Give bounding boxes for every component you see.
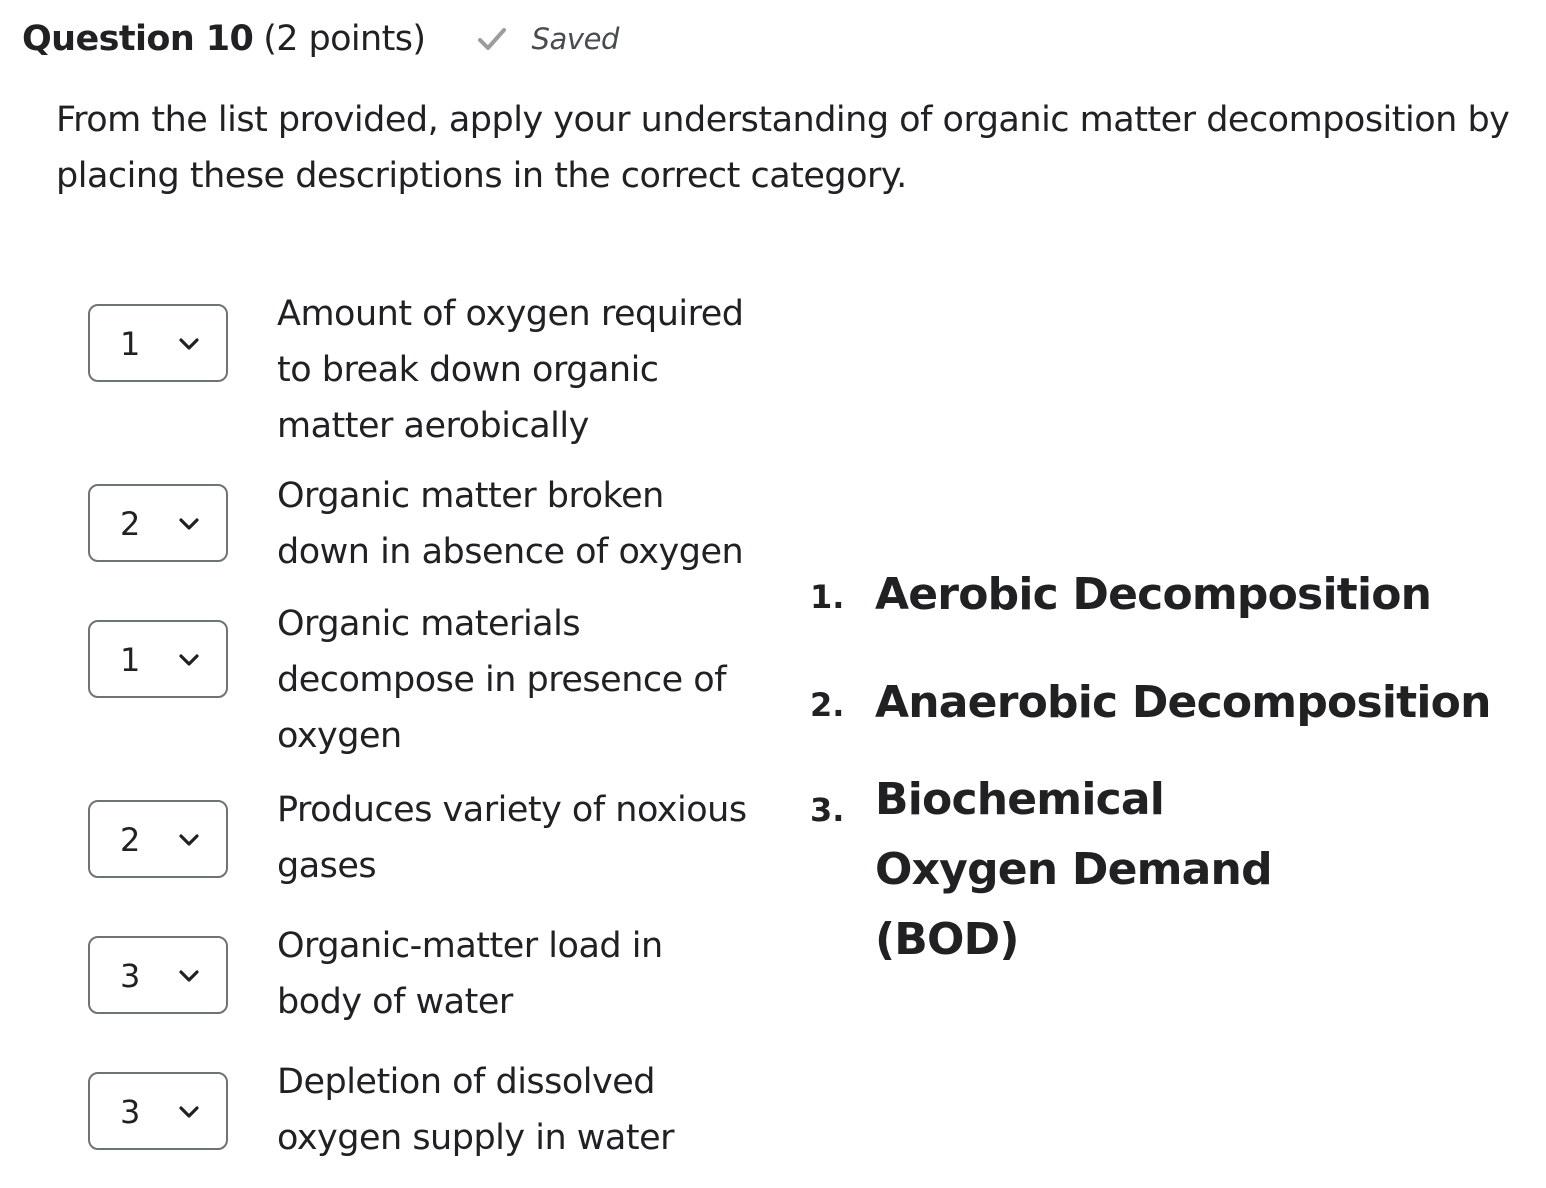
item-description: Depletion of dissolved oxygen supply in water xyxy=(277,1062,674,1158)
chevron-down-icon xyxy=(178,832,200,848)
answer-select-value: 2 xyxy=(120,505,141,543)
item-description: Amount of oxygen required to break down organic matter aerobically xyxy=(277,294,744,446)
answer-select[interactable] xyxy=(88,1072,228,1150)
item-description: Organic materials decompose in presence of oxygen xyxy=(277,604,727,756)
match-row xyxy=(88,476,744,572)
question-title: Question 10 xyxy=(22,19,254,59)
question-points: (2 points) xyxy=(263,19,426,59)
saved-label: Saved xyxy=(531,22,620,56)
match-row xyxy=(88,790,747,886)
choice-label: Aerobic Decomposition xyxy=(875,569,1432,620)
answer-select-value: 1 xyxy=(120,325,141,363)
choice-label: Anaerobic Decomposition xyxy=(875,677,1491,728)
match-row xyxy=(88,604,727,756)
question-header xyxy=(22,14,619,64)
item-description: Organic matter broken down in absence of oxygen xyxy=(277,476,744,572)
chevron-down-icon xyxy=(178,516,200,532)
chevron-down-icon xyxy=(178,968,200,984)
item-description: Produces variety of noxious gases xyxy=(277,790,747,886)
match-row xyxy=(88,926,663,1022)
choice-label: Biochemical Oxygen Demand (BOD) xyxy=(875,774,1272,965)
answer-select[interactable] xyxy=(88,936,228,1014)
chevron-down-icon xyxy=(178,1104,200,1120)
choice-number: 2. xyxy=(810,686,845,724)
answer-select[interactable] xyxy=(88,484,228,562)
answer-select-value: 3 xyxy=(120,957,141,995)
choice-number: 1. xyxy=(810,578,845,616)
match-row xyxy=(88,294,744,446)
answer-select[interactable] xyxy=(88,304,228,382)
answer-select[interactable] xyxy=(88,800,228,878)
checkmark-icon xyxy=(477,24,507,54)
answer-select-value: 3 xyxy=(120,1093,141,1131)
item-description: Organic-matter load in body of water xyxy=(277,926,663,1022)
answer-select[interactable] xyxy=(88,620,228,698)
chevron-down-icon xyxy=(178,336,200,352)
match-row xyxy=(88,1062,674,1158)
answer-select-value: 1 xyxy=(120,641,141,679)
question-prompt: From the list provided, apply your understanding of organic matter decomposition by placing these descriptions in the correct category. xyxy=(56,100,1510,196)
save-status xyxy=(477,22,619,56)
answer-select-value: 2 xyxy=(120,821,141,859)
choice-number: 3. xyxy=(810,791,845,829)
chevron-down-icon xyxy=(178,652,200,668)
